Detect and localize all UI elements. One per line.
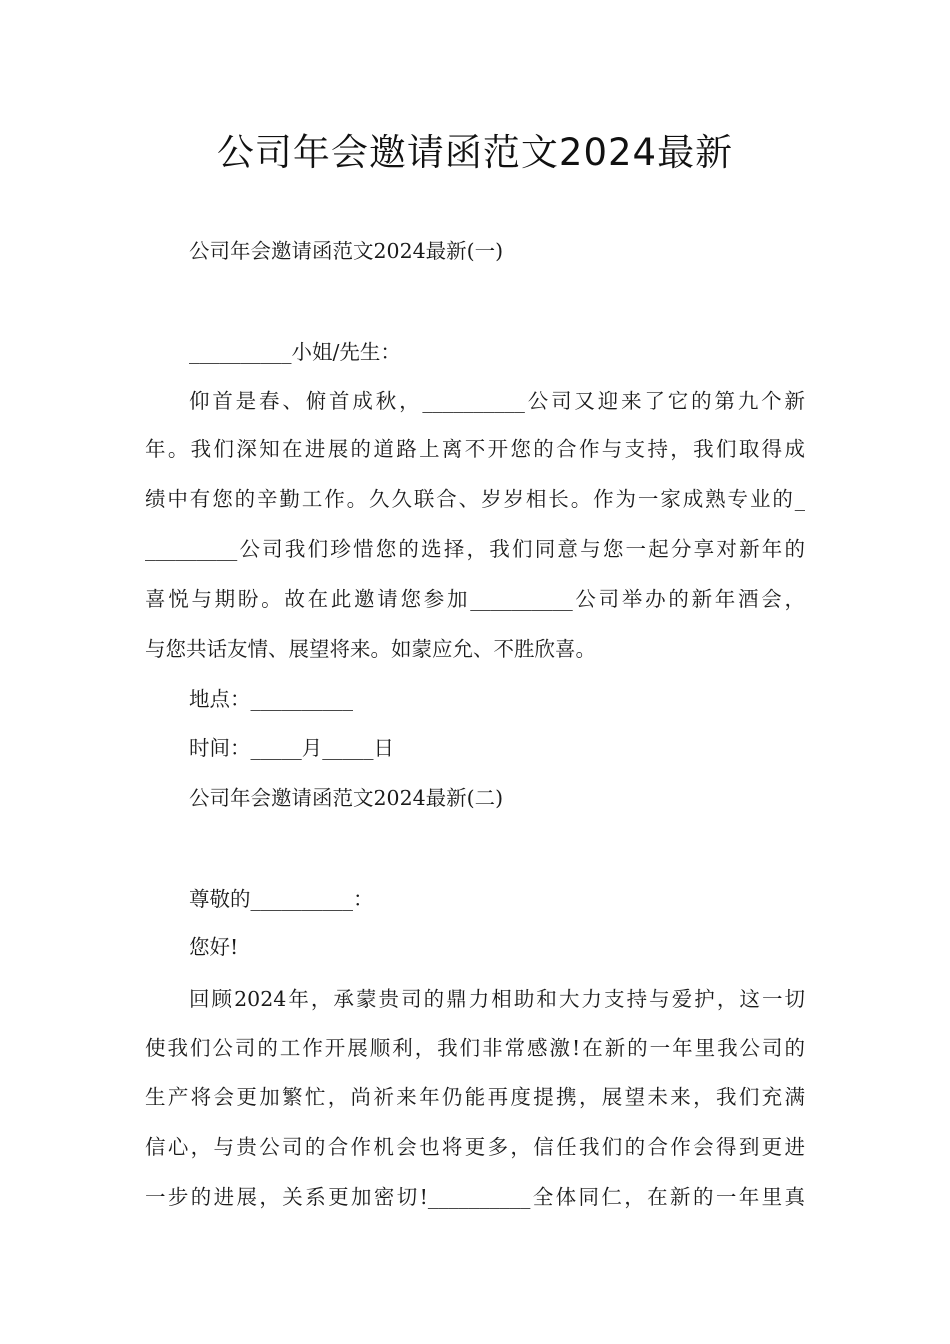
paragraph-1-line-6: 与您共话友情、展望将来。如蒙应允、不胜欣喜。	[145, 637, 596, 661]
paragraph-2-line-3: 生产将会更加繁忙，尚祈来年仍能再度提携，展望未来，我们充满	[145, 1085, 805, 1109]
greeting: 您好!	[189, 935, 239, 959]
paragraph-1-line-3: 绩中有您的辛勤工作。久久联合、岁岁相长。作为一家成熟专业的_	[145, 487, 805, 511]
section-heading-2: 公司年会邀请函范文2024最新(二)	[189, 786, 504, 810]
salutation-2: 尊敬的__________：	[189, 887, 374, 911]
paragraph-1-line-1: 仰首是春、俯首成秋，__________公司又迎来了它的第九个新	[189, 389, 805, 413]
section-heading-1: 公司年会邀请函范文2024最新(一)	[189, 239, 504, 263]
document-title: 公司年会邀请函范文2024最新	[216, 131, 734, 174]
salutation-1: __________小姐/先生：	[189, 340, 401, 364]
paragraph-2-line-1: 回顾2024年，承蒙贵司的鼎力相助和大力支持与爱护，这一切	[189, 987, 805, 1011]
paragraph-1-line-2: 年。我们深知在进展的道路上离不开您的合作与支持，我们取得成	[145, 437, 805, 461]
paragraph-1-line-4: _________公司我们珍惜您的选择，我们同意与您一起分享对新年的	[145, 537, 805, 561]
paragraph-1-line-5: 喜悦与期盼。故在此邀请您参加__________公司举办的新年酒会，	[145, 587, 805, 611]
location-line: 地点：__________	[189, 687, 353, 711]
time-line: 时间：_____月_____日	[189, 736, 394, 760]
paragraph-2-line-4: 信心，与贵公司的合作机会也将更多，信任我们的合作会得到更进	[145, 1135, 805, 1159]
paragraph-2-line-5: 一步的进展，关系更加密切!__________全体同仁，在新的一年里真	[145, 1185, 805, 1209]
paragraph-2-line-2: 使我们公司的工作开展顺利，我们非常感激!在新的一年里我公司的	[145, 1036, 805, 1060]
